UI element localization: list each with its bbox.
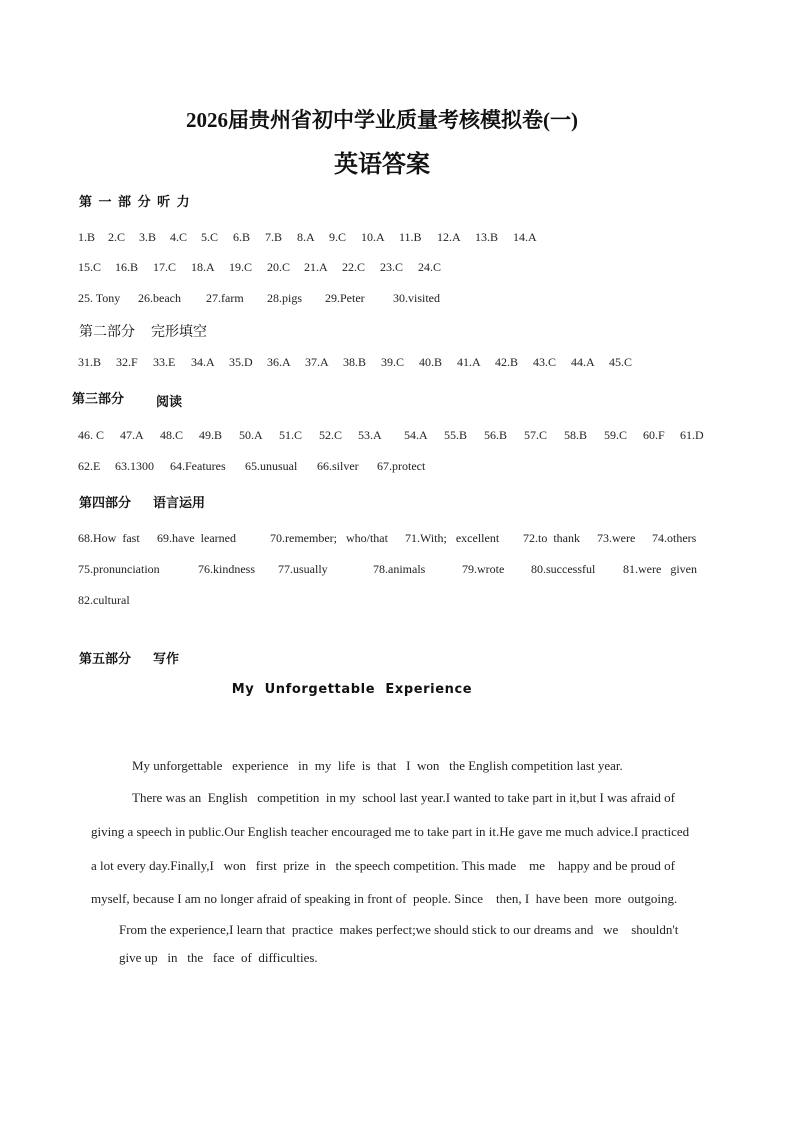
answer-item: 10.A <box>361 230 385 244</box>
answer-item: 22.C <box>342 260 366 274</box>
part4-heading <box>79 492 205 511</box>
answer-item: 3.B <box>139 230 157 244</box>
answer-item: 32.F <box>116 355 138 369</box>
part1-answer-row-1 <box>78 230 551 245</box>
answer-item: 78.animals <box>373 562 426 576</box>
part4-name: 语言运用 <box>153 496 206 511</box>
part3-label: 第三部分 <box>72 392 125 407</box>
document-title: 2026届贵州省初中学业质量考核模拟卷(一) <box>186 108 578 132</box>
answer-item: 38.B <box>343 355 367 369</box>
answer-item: 39.C <box>381 355 405 369</box>
answer-item: 62.E <box>78 459 101 473</box>
answer-item: 43.C <box>533 355 557 369</box>
answer-item: 50.A <box>239 428 263 442</box>
part3-heading <box>72 388 183 410</box>
essay-line: a lot every day.Finally,I won first prize in the speech competition. This made me happy and be proud of <box>91 858 676 873</box>
answer-item: 71.With; excellent <box>405 531 500 545</box>
answer-item: 58.B <box>564 428 588 442</box>
part4-label: 第四部分 <box>79 496 132 511</box>
part5-heading <box>79 648 179 667</box>
essay-line: There was an English competition in my school last year.I wanted to take part in it,but I was afraid of <box>132 790 675 805</box>
answer-item: 54.A <box>404 428 428 442</box>
answer-item: 18.A <box>191 260 215 274</box>
answer-item: 33.E <box>153 355 176 369</box>
answer-item: 72.to thank <box>523 531 580 545</box>
answer-item: 56.B <box>484 428 508 442</box>
answer-item: 75.pronunciation <box>78 562 160 576</box>
part4-answer-row-2 <box>78 562 703 577</box>
answer-item: 63.1300 <box>115 459 154 473</box>
part2-label: 第二部分 <box>79 324 135 340</box>
answer-item: 81.were given <box>623 562 697 576</box>
answer-item: 6.B <box>233 230 251 244</box>
answer-item: 64.Features <box>170 459 226 473</box>
answer-item: 70.remember; who/that <box>270 531 388 545</box>
answer-item: 1.B <box>78 230 96 244</box>
essay-line: give up in the face of difficulties. <box>119 950 318 965</box>
document-subtitle: 英语答案 <box>334 152 430 178</box>
answer-item: 42.B <box>495 355 519 369</box>
answer-item: 26.beach <box>138 291 181 305</box>
answer-item: 5.C <box>201 230 219 244</box>
answer-item: 7.B <box>265 230 283 244</box>
essay-line: From the experience,I learn that practice makes perfect;we should stick to our dreams and we shouldn't <box>119 922 679 937</box>
answer-item: 25. Tony <box>78 291 121 305</box>
part3-answer-row-2 <box>78 459 437 474</box>
answer-item: 46. C <box>78 428 105 442</box>
answer-item: 27.farm <box>206 291 244 305</box>
answer-item: 24.C <box>418 260 442 274</box>
answer-item: 12.A <box>437 230 461 244</box>
answer-item: 53.A <box>358 428 382 442</box>
essay-line: myself, because I am no longer afraid of speaking in front of people. Since then, I have been more outgoing. <box>91 891 678 906</box>
answer-item: 45.C <box>609 355 633 369</box>
answer-item: 60.F <box>643 428 665 442</box>
answer-item: 2.C <box>108 230 126 244</box>
answer-item: 49.B <box>199 428 223 442</box>
answer-item: 4.C <box>170 230 188 244</box>
answer-item: 76.kindness <box>198 562 255 576</box>
answer-item: 29.Peter <box>325 291 365 305</box>
answer-item: 44.A <box>571 355 595 369</box>
answer-item: 65.unusual <box>245 459 298 473</box>
part5-name: 写作 <box>153 652 180 667</box>
answer-item: 28.pigs <box>267 291 303 305</box>
answer-item: 74.others <box>652 531 697 545</box>
answer-item: 82.cultural <box>78 593 130 607</box>
part1-heading: 第 一 部 分 听 力 <box>79 195 191 210</box>
part5-label: 第五部分 <box>79 652 132 667</box>
answer-item: 67.protect <box>377 459 426 473</box>
answer-item: 19.C <box>229 260 253 274</box>
answer-item: 14.A <box>513 230 537 244</box>
answer-item: 34.A <box>191 355 215 369</box>
answer-item: 35.D <box>229 355 253 369</box>
answer-item: 40.B <box>419 355 443 369</box>
answer-item: 15.C <box>78 260 102 274</box>
answer-item: 21.A <box>304 260 328 274</box>
part4-answer-row-1 <box>78 531 707 546</box>
answer-item: 69.have learned <box>157 531 236 545</box>
answer-item: 51.C <box>279 428 303 442</box>
essay-title: My Unforgettable Experience <box>231 682 473 697</box>
essay-line: giving a speech in public.Our English teacher encouraged me to take part in it.He gave me much advice.I practiced <box>91 824 690 839</box>
part1-answer-row-3 <box>78 291 453 306</box>
answer-item: 13.B <box>475 230 499 244</box>
part2-answer-row-1 <box>78 355 647 370</box>
answer-item: 73.were <box>597 531 636 545</box>
answer-item: 20.C <box>267 260 291 274</box>
answer-item: 66.silver <box>317 459 359 473</box>
part3-name: 阅读 <box>156 395 183 410</box>
part1-answer-row-2 <box>78 260 456 275</box>
answer-item: 16.B <box>115 260 139 274</box>
answer-item: 41.A <box>457 355 481 369</box>
answer-item: 23.C <box>380 260 404 274</box>
answer-item: 11.B <box>399 230 422 244</box>
answer-item: 61.D <box>680 428 704 442</box>
answer-item: 9.C <box>329 230 347 244</box>
answer-item: 57.C <box>524 428 548 442</box>
answer-item: 8.A <box>297 230 315 244</box>
answer-item: 47.A <box>120 428 144 442</box>
answer-item: 30.visited <box>393 291 440 305</box>
part2-name: 完形填空 <box>151 324 207 340</box>
answer-item: 77.usually <box>278 562 328 576</box>
answer-item: 36.A <box>267 355 291 369</box>
answer-item: 68.How fast <box>78 531 140 545</box>
part3-answer-row-1 <box>78 428 718 443</box>
answer-item: 52.C <box>319 428 343 442</box>
part4-answer-row-3 <box>78 593 130 608</box>
answer-item: 37.A <box>305 355 329 369</box>
answer-item: 80.successful <box>531 562 596 576</box>
answer-item: 31.B <box>78 355 102 369</box>
answer-item: 17.C <box>153 260 177 274</box>
answer-item: 79.wrote <box>462 562 505 576</box>
essay-line: My unforgettable experience in my life is that I won the English competition last year. <box>132 758 623 773</box>
answer-item: 55.B <box>444 428 468 442</box>
answer-item: 48.C <box>160 428 184 442</box>
answer-item: 59.C <box>604 428 628 442</box>
part2-heading <box>79 321 207 341</box>
